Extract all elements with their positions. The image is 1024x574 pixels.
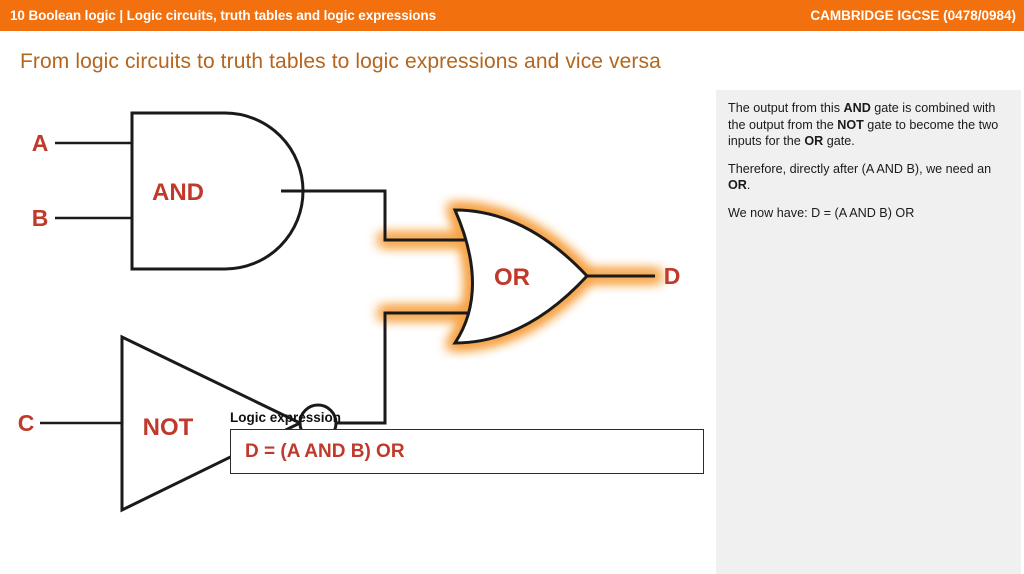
info-emphasis: NOT [837, 117, 864, 132]
input-label-a: A [31, 130, 49, 156]
info-text: gate to become the two inputs for the [728, 117, 999, 149]
wire-and-to-or [281, 191, 470, 240]
info-text: gate is combined with the output from the [728, 101, 996, 132]
logic-circuit-diagram [0, 85, 716, 574]
info-text: Therefore, directly after (A AND B), we need an [728, 161, 992, 176]
logic-expression-value: D = (A AND B) OR [245, 440, 405, 462]
page-title: From logic circuits to truth tables to logic expressions and vice versa [20, 50, 661, 73]
info-paragraph [728, 100, 1009, 150]
logic-expression-box [230, 429, 704, 474]
wire-not-to-or [336, 313, 470, 423]
logic-expression-caption: Logic expression [230, 410, 342, 425]
input-label-b: B [31, 205, 49, 231]
header-exam-board: CAMBRIDGE IGCSE (0478/0984) [810, 8, 1016, 23]
info-emphasis: OR [804, 134, 824, 149]
info-paragraph [728, 161, 1009, 194]
input-label-c: C [17, 410, 35, 436]
output-label-d: D [663, 263, 681, 289]
info-paragraph [728, 205, 1009, 222]
info-panel [716, 90, 1021, 574]
info-emphasis: OR [728, 178, 747, 193]
and-gate-label: AND [152, 179, 204, 206]
info-emphasis: AND [843, 101, 871, 115]
or-gate-label: OR [494, 264, 530, 291]
info-text: . [746, 178, 751, 193]
info-text: The output from this [728, 101, 844, 115]
or-gate [455, 210, 587, 343]
not-gate-label: NOT [142, 414, 194, 441]
info-text: We now have: D = (A AND B) OR [728, 206, 915, 221]
header-title: 10 Boolean logic | Logic circuits, truth tables and logic expressions [10, 8, 436, 23]
info-text: gate. [823, 134, 855, 149]
and-gate [132, 113, 303, 269]
header-bar [0, 0, 1024, 31]
